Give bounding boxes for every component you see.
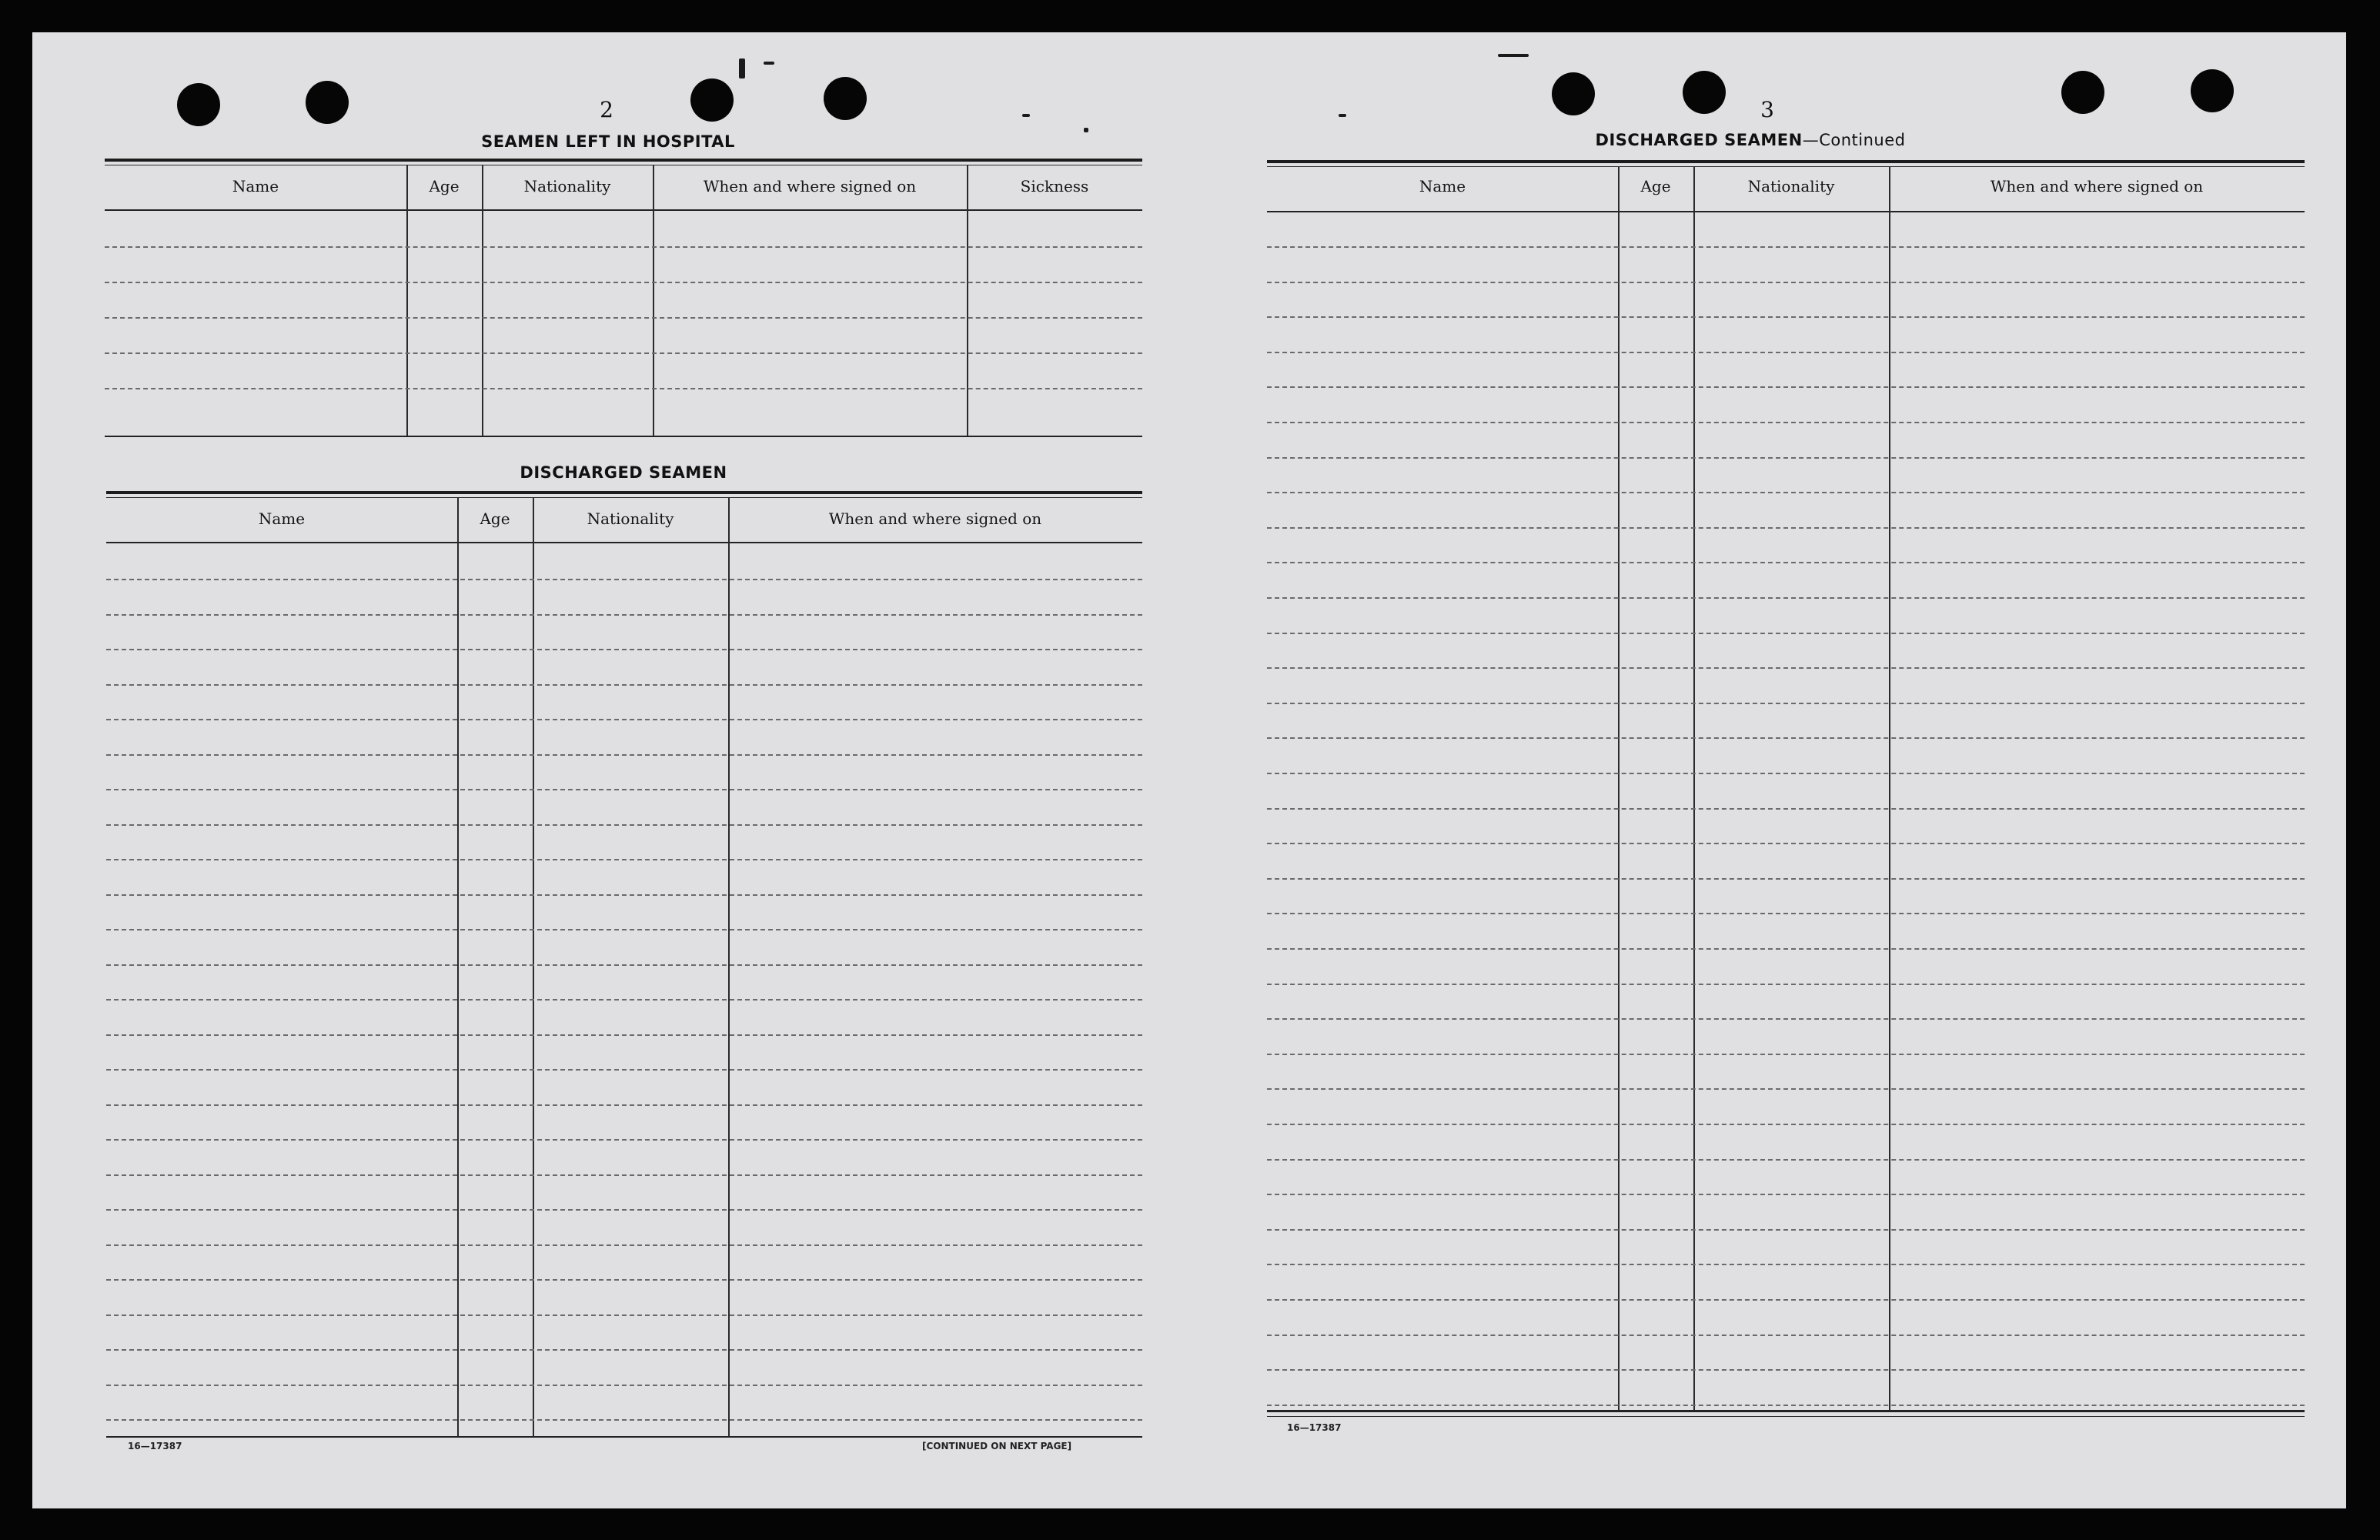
hospital-section-title: SEAMEN LEFT IN HOSPITAL (481, 132, 735, 151)
table-row (1267, 737, 2305, 739)
table-row (1267, 913, 2305, 914)
table-row (1267, 597, 2305, 599)
table-row (106, 999, 1142, 1000)
column-header-name: Name (232, 177, 279, 195)
table-row (1267, 633, 2305, 634)
column-header-nationality: Nationality (587, 509, 674, 528)
table-row (106, 1104, 1142, 1106)
table-row (106, 1315, 1142, 1316)
form-number-right: 16—17387 (1287, 1422, 1342, 1433)
table-row (1267, 1159, 2305, 1161)
table-row (106, 1419, 1142, 1421)
table-row (106, 614, 1142, 616)
ink-speck (1022, 114, 1030, 117)
continued-note: [CONTINUED ON NEXT PAGE] (922, 1441, 1072, 1451)
punch-hole (2191, 69, 2234, 112)
discharged-table-left (106, 491, 1142, 1453)
punch-hole (1552, 72, 1595, 115)
table-row (106, 1034, 1142, 1036)
punch-hole (824, 77, 867, 120)
column-header-sickness: Sickness (1020, 177, 1089, 195)
ink-speck (764, 62, 774, 65)
table-row (106, 1244, 1142, 1246)
table-row (106, 1279, 1142, 1281)
hospital-table (105, 159, 1142, 443)
table-row (1267, 1088, 2305, 1090)
table-row (106, 1349, 1142, 1351)
table-row (106, 1139, 1142, 1141)
page-number-right: 3 (1760, 97, 1774, 122)
table-row (1267, 1054, 2305, 1055)
ink-speck (1498, 54, 1529, 57)
table-row (106, 1069, 1142, 1071)
form-number-left: 16—17387 (128, 1441, 182, 1451)
form-sheet (32, 32, 2346, 1508)
punch-hole (306, 81, 349, 124)
table-row (1267, 984, 2305, 985)
table-row (105, 282, 1142, 283)
discharged-continued-title-suffix: —Continued (1802, 131, 1906, 149)
table-row (106, 824, 1142, 826)
table-row (1267, 808, 2305, 810)
table-row (106, 684, 1142, 686)
table-row (1267, 1335, 2305, 1336)
table-row (106, 719, 1142, 720)
column-header-age: Age (1640, 177, 1671, 195)
table-row (106, 859, 1142, 860)
table-row (1267, 948, 2305, 950)
ink-speck (739, 58, 745, 79)
column-header-name: Name (1419, 177, 1466, 195)
column-header-name: Name (258, 509, 306, 528)
table-row (105, 317, 1142, 319)
table-row (1267, 667, 2305, 669)
punch-hole (2061, 71, 2104, 114)
table-row (1267, 1229, 2305, 1231)
table-row (1267, 316, 2305, 318)
table-row (1267, 386, 2305, 388)
ink-speck (1339, 114, 1346, 117)
table-row (106, 1209, 1142, 1211)
table-row (1267, 1018, 2305, 1020)
column-header-nationality: Nationality (523, 177, 611, 195)
column-header-age: Age (480, 509, 510, 528)
table-row (1267, 1124, 2305, 1125)
table-row (1267, 562, 2305, 563)
ink-speck (1084, 128, 1088, 132)
page-number-left: 2 (600, 97, 613, 122)
table-row (106, 964, 1142, 966)
table-row (1267, 527, 2305, 529)
table-row (1267, 282, 2305, 283)
table-row (1267, 1264, 2305, 1265)
column-header-nationality: Nationality (1747, 177, 1835, 195)
table-row (1267, 878, 2305, 880)
table-row (106, 789, 1142, 790)
column-header-age: Age (429, 177, 460, 195)
table-row (1267, 773, 2305, 774)
table-row (106, 1174, 1142, 1176)
table-row (1267, 457, 2305, 459)
table-row (106, 754, 1142, 756)
punch-hole (690, 79, 734, 122)
discharged-continued-title-main: DISCHARGED SEAMEN (1595, 131, 1803, 149)
discharged-continued-title (1596, 131, 1906, 149)
table-row (106, 894, 1142, 896)
column-header-signed-on: When and where signed on (703, 177, 917, 195)
table-row (1267, 352, 2305, 353)
table-row (1267, 1405, 2305, 1406)
table-row (105, 388, 1142, 389)
punch-hole (1683, 71, 1726, 114)
table-row (1267, 703, 2305, 704)
table-row (1267, 1194, 2305, 1195)
table-row (105, 246, 1142, 248)
column-header-signed-on: When and where signed on (828, 509, 1042, 528)
table-row (1267, 246, 2305, 248)
table-row (1267, 1299, 2305, 1301)
table-row (1267, 843, 2305, 844)
table-row (106, 649, 1142, 650)
table-row (105, 352, 1142, 354)
table-row (106, 579, 1142, 580)
table-row (1267, 492, 2305, 493)
table-row (1267, 422, 2305, 423)
table-row (106, 929, 1142, 930)
table-row (106, 1385, 1142, 1386)
punch-hole (177, 83, 220, 126)
column-header-signed-on: When and where signed on (1990, 177, 2204, 195)
discharged-section-title: DISCHARGED SEAMEN (520, 463, 727, 482)
table-row (1267, 1369, 2305, 1371)
discharged-table-right (1267, 160, 2305, 1453)
